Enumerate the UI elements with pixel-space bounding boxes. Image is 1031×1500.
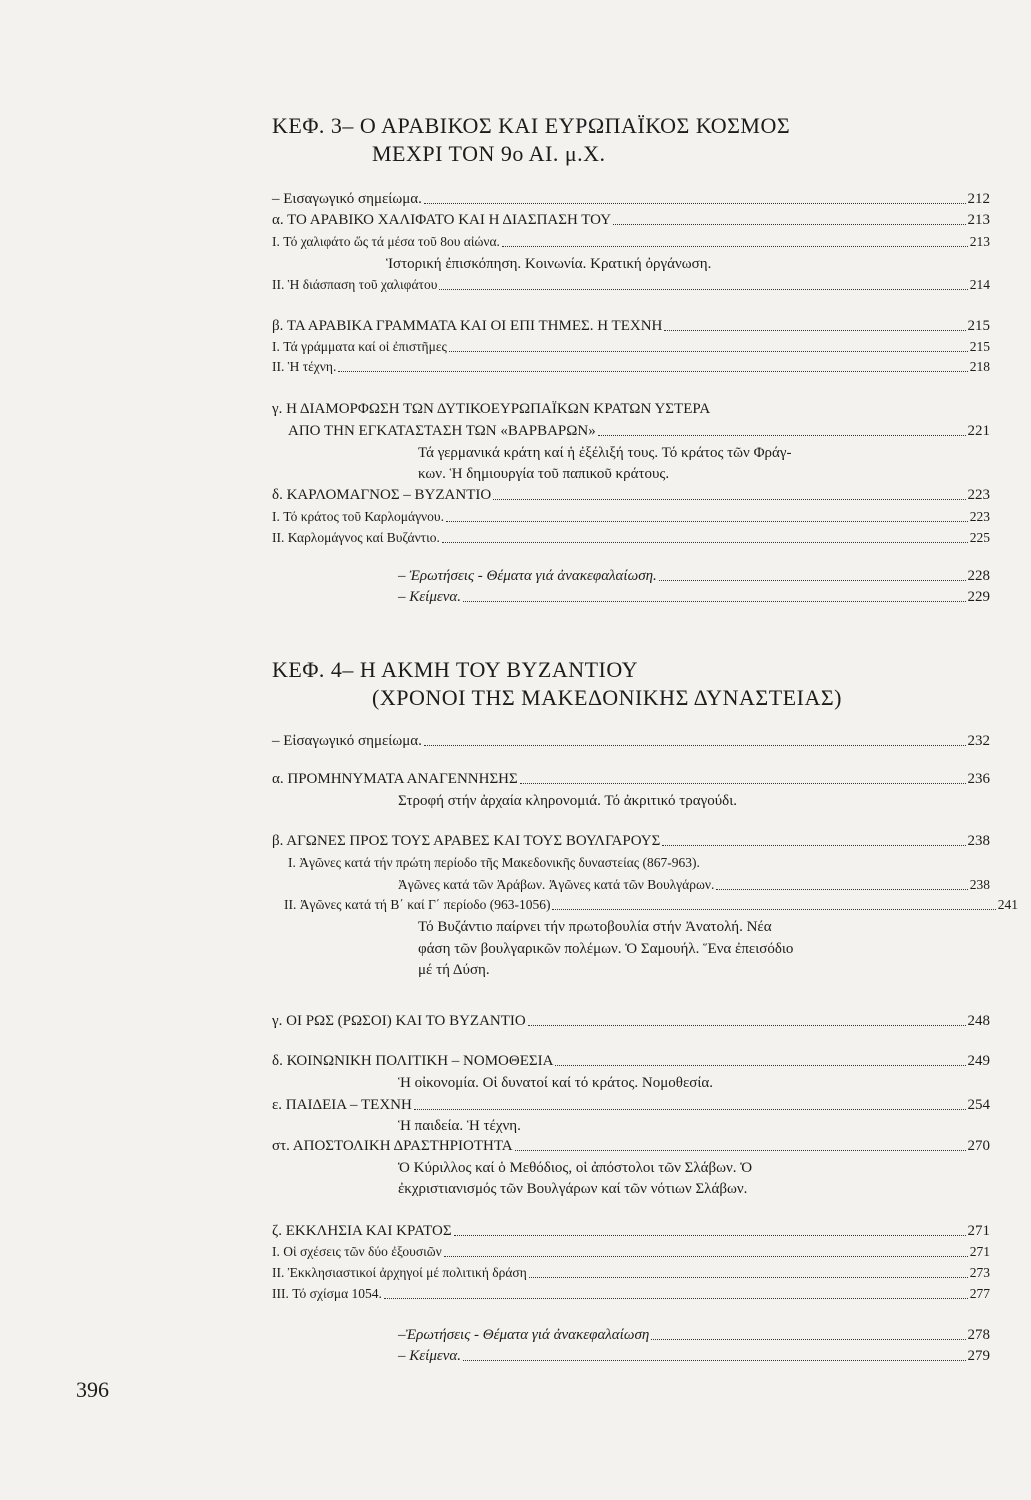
leader-dots (598, 423, 966, 436)
leader-dots (442, 530, 968, 543)
entry-page: 249 (967, 1053, 990, 1069)
toc-entry (272, 486, 990, 504)
entry-page: 212 (967, 191, 990, 207)
toc-entry (272, 1222, 990, 1240)
entry-page: 215 (967, 318, 990, 334)
toc-entry (272, 770, 990, 788)
entry-description: Τά γερμανικά κράτη καί ἡ ἐξέλιξή τους. Τό κράτος τῶν Φράγ- (418, 445, 792, 461)
leader-dots (454, 1223, 966, 1236)
entry-page: 241 (997, 897, 1018, 912)
chapter4-title (272, 656, 842, 712)
leader-dots (555, 1053, 965, 1066)
chapter3-title-line1: ΚΕΦ. 3– Ο ΑΡΑΒΙΚΟΣ ΚΑΙ ΕΥΡΩΠΑΪΚΟΣ ΚΟΣΜΟΣ (272, 113, 791, 138)
entry-page: 279 (967, 1348, 990, 1364)
entry-text: α. ΤΟ ΑΡΑΒΙΚΟ ΧΑΛΙΦΑΤΟ ΚΑΙ Η ΔΙΑΣΠΑΣΗ ΤΟΥ (272, 212, 612, 228)
leader-dots (662, 833, 965, 846)
toc-entry (272, 338, 990, 356)
entry-page: 271 (969, 1244, 990, 1259)
toc-entry (272, 1243, 990, 1261)
leader-dots (552, 897, 995, 910)
toc-entry (398, 588, 990, 606)
entry-page: 277 (969, 1286, 990, 1301)
leader-dots (493, 487, 965, 500)
entry-text: I. Οἱ σχέσεις τῶν δύο ἐξουσιῶν (272, 1244, 442, 1259)
page-number: 396 (76, 1377, 109, 1402)
entry-page: 254 (967, 1097, 990, 1113)
toc-entry (398, 1347, 990, 1365)
entry-text: – Εἰσαγωγικό σημείωμα. (272, 733, 422, 749)
entry-text: II. Ἡ διάσπαση τοῦ χαλιφάτου (272, 277, 438, 292)
leader-dots (520, 771, 966, 784)
entry-description: I. Ἀγῶνες κατά τήν πρώτη περίοδο τῆς Μακεδονικῆς δυναστείας (867-963). (288, 855, 700, 870)
entry-page: 214 (969, 277, 990, 292)
entry-page: 278 (967, 1327, 990, 1343)
leader-dots (463, 589, 965, 602)
entry-text: I. Τό κράτος τοῦ Καρλομάγνου. (272, 509, 444, 524)
entry-page: 221 (967, 423, 990, 439)
leader-dots (651, 1327, 965, 1340)
entry-page: 236 (967, 771, 990, 787)
entry-text: – Ἐρωτήσεις - Θέματα γιά ἀνακεφαλαίωση. (398, 568, 657, 584)
entry-page: 225 (969, 530, 990, 545)
entry-text: στ. ΑΠΟΣΤΟΛΙΚΗ ΔΡΑΣΤΗΡΙΟΤΗΤΑ (272, 1138, 513, 1154)
chapter3-title (272, 112, 790, 168)
entry-description: ἐκχριστιανισμός τῶν Βουλγάρων καί τῶν νότιων Σλάβων. (398, 1181, 748, 1197)
entry-description: κων. Ἡ δημιουργία τοῦ παπικοῦ κράτους. (418, 466, 670, 482)
leader-dots (613, 212, 965, 225)
entry-description: μέ τή Δύση. (418, 962, 490, 978)
entry-page: 238 (969, 877, 990, 892)
entry-text: α. ΠΡΟΜΗΝΥΜΑΤΑ ΑΝΑΓΕΝΝΗΣΗΣ (272, 771, 518, 787)
entry-text: II. Ἡ τέχνη. (272, 359, 337, 374)
entry-text: δ. ΚΑΡΛΟΜΑΓΝΟΣ – ΒΥΖΑΝΤΙΟ (272, 487, 492, 503)
entry-description: Ἱστορική ἐπισκόπηση. Κοινωνία. Κρατική ὀργάνωση. (386, 256, 712, 272)
entry-description: Στροφή στήν ἀρχαία κληρονομιά. Τό ἀκριτικό τραγούδι. (398, 793, 738, 809)
toc-entry (272, 1052, 990, 1070)
entry-page: 213 (969, 234, 990, 249)
entry-text: γ. ΟΙ ΡΩΣ (ΡΩΣΟΙ) ΚΑΙ ΤΟ ΒΥΖΑΝΤΙΟ (272, 1013, 526, 1029)
leader-dots (338, 359, 967, 372)
toc-entry (272, 190, 990, 208)
entry-page: 229 (967, 589, 990, 605)
entry-text: ζ. ΕΚΚΛΗΣΙΑ ΚΑΙ ΚΡΑΤΟΣ (272, 1223, 452, 1239)
toc-entry (272, 233, 990, 251)
toc-entry (272, 732, 990, 750)
toc-entry (272, 529, 990, 547)
leader-dots (529, 1265, 968, 1278)
leader-dots (424, 733, 966, 746)
entry-page: 213 (967, 212, 990, 228)
entry-page: 228 (967, 568, 990, 584)
toc-entry (272, 1264, 990, 1282)
leader-dots (384, 1286, 968, 1299)
leader-dots (528, 1013, 966, 1026)
toc-entry (272, 1096, 990, 1114)
entry-page: 248 (967, 1013, 990, 1029)
entry-page: 223 (967, 487, 990, 503)
toc-entry (272, 508, 990, 526)
entry-text: β. ΤΑ ΑΡΑΒΙΚΑ ΓΡΑΜΜΑΤΑ ΚΑΙ ΟΙ ΕΠΙ ΤΗΜΕΣ. Η ΤΕΧΝΗ (272, 318, 663, 334)
chapter4-title-line1: ΚΕΦ. 4– Η ΑΚΜΗ ΤΟΥ ΒΥΖΑΝΤΙΟΥ (272, 657, 639, 682)
toc-entry (398, 1326, 990, 1344)
leader-dots (515, 1138, 966, 1151)
chapter4-title-line2: (ΧΡΟΝΟΙ ΤΗΣ ΜΑΚΕΔΟΝΙΚΗΣ ΔΥΝΑΣΤΕΙΑΣ) (372, 685, 842, 710)
leader-dots (439, 277, 967, 290)
toc-entry (272, 1137, 990, 1155)
entry-heading: γ. Η ΔΙΑΜΟΡΦΩΣΗ ΤΩΝ ΔΥΤΙΚΟΕΥΡΩΠΑΪΚΩΝ ΚΡΑΤΩΝ ΥΣΤΕΡΑ (272, 401, 711, 417)
toc-entry (284, 896, 1018, 914)
entry-page: 273 (969, 1265, 990, 1280)
entry-text: Ἀγῶνες κατά τῶν Ἀράβων. Ἀγῶνες κατά τῶν Βουλγάρων. (398, 877, 715, 892)
entry-description: Ἡ οἰκονομία. Οἱ δυνατοί καί τό κράτος. Νομοθεσία. (398, 1075, 713, 1091)
toc-entry (272, 211, 990, 229)
entry-text: –Ἐρωτήσεις - Θέματα γιά ἀνακεφαλαίωση (398, 1327, 650, 1343)
entry-text: I. Τό χαλιφάτο ὥς τά μέσα τοῦ 8ου αἰώνα. (272, 234, 500, 249)
leader-dots (449, 339, 968, 352)
entry-page: 270 (967, 1138, 990, 1154)
leader-dots (446, 509, 968, 522)
toc-entry (272, 317, 990, 335)
leader-dots (664, 318, 965, 331)
toc-entry (272, 832, 990, 850)
toc-entry (272, 358, 990, 376)
toc-entry (288, 422, 990, 440)
leader-dots (463, 1348, 965, 1361)
entry-text: II. Ἐκκλησιαστικοί ἀρχηγοί μέ πολιτική δράση (272, 1265, 527, 1280)
toc-entry (272, 276, 990, 294)
entry-page: 271 (967, 1223, 990, 1239)
entry-page: 215 (969, 339, 990, 354)
entry-page: 223 (969, 509, 990, 524)
entry-text: III. Τό σχίσμα 1054. (272, 1286, 382, 1301)
leader-dots (414, 1097, 966, 1110)
entry-text: II. Καρλομάγνος καί Βυζάντιο. (272, 530, 440, 545)
entry-text: I. Τά γράμματα καί οἱ ἐπιστῆμες (272, 339, 447, 354)
entry-description: Ὁ Κύριλλος καί ὁ Μεθόδιος, οἱ ἀπόστολοι τῶν Σλάβων. Ὁ (398, 1160, 753, 1176)
toc-entry (398, 567, 990, 585)
entry-page: 232 (967, 733, 990, 749)
leader-dots (444, 1244, 968, 1257)
toc-entry (272, 1285, 990, 1303)
entry-text: II. Ἀγῶνες κατά τή Β΄ καί Γ΄ περίοδο (963-1056) (284, 897, 551, 912)
entry-text: ΑΠΟ ΤΗΝ ΕΓΚΑΤΑΣΤΑΣΗ ΤΩΝ «ΒΑΡΒΑΡΩΝ» (288, 423, 596, 439)
entry-description: Ἡ παιδεία. Ἡ τέχνη. (398, 1118, 521, 1134)
leader-dots (502, 234, 968, 247)
entry-page: 218 (969, 359, 990, 374)
entry-text: – Κείμενα. (398, 589, 462, 605)
leader-dots (716, 877, 967, 890)
entry-page: 238 (967, 833, 990, 849)
chapter3-title-line2: ΜΕΧΡΙ ΤΟΝ 9ο ΑΙ. μ.Χ. (372, 141, 606, 166)
toc-entry (272, 1012, 990, 1030)
entry-text: – Κείμενα. (398, 1348, 462, 1364)
entry-description: φάση τῶν βουλγαρικῶν πολέμων. Ὁ Σαμουήλ. Ἕνα ἐπεισόδιο (418, 941, 794, 957)
entry-text: δ. ΚΟΙΝΩΝΙΚΗ ΠΟΛΙΤΙΚΗ – ΝΟΜΟΘΕΣΙΑ (272, 1053, 554, 1069)
entry-description: Τό Βυζάντιο παίρνει τήν πρωτοβουλία στήν Ἀνατολή. Νέα (418, 919, 772, 935)
leader-dots (659, 568, 966, 581)
entry-text: – Εισαγωγικό σημείωμα. (272, 191, 422, 207)
leader-dots (424, 191, 966, 204)
toc-entry (398, 876, 990, 894)
entry-text: ε. ΠΑΙΔΕΙΑ – ΤΕΧΝΗ (272, 1097, 412, 1113)
entry-text: β. ΑΓΩΝΕΣ ΠΡΟΣ ΤΟΥΣ ΑΡΑΒΕΣ ΚΑΙ ΤΟΥΣ ΒΟΥΛΓΑΡΟΥΣ (272, 833, 661, 849)
